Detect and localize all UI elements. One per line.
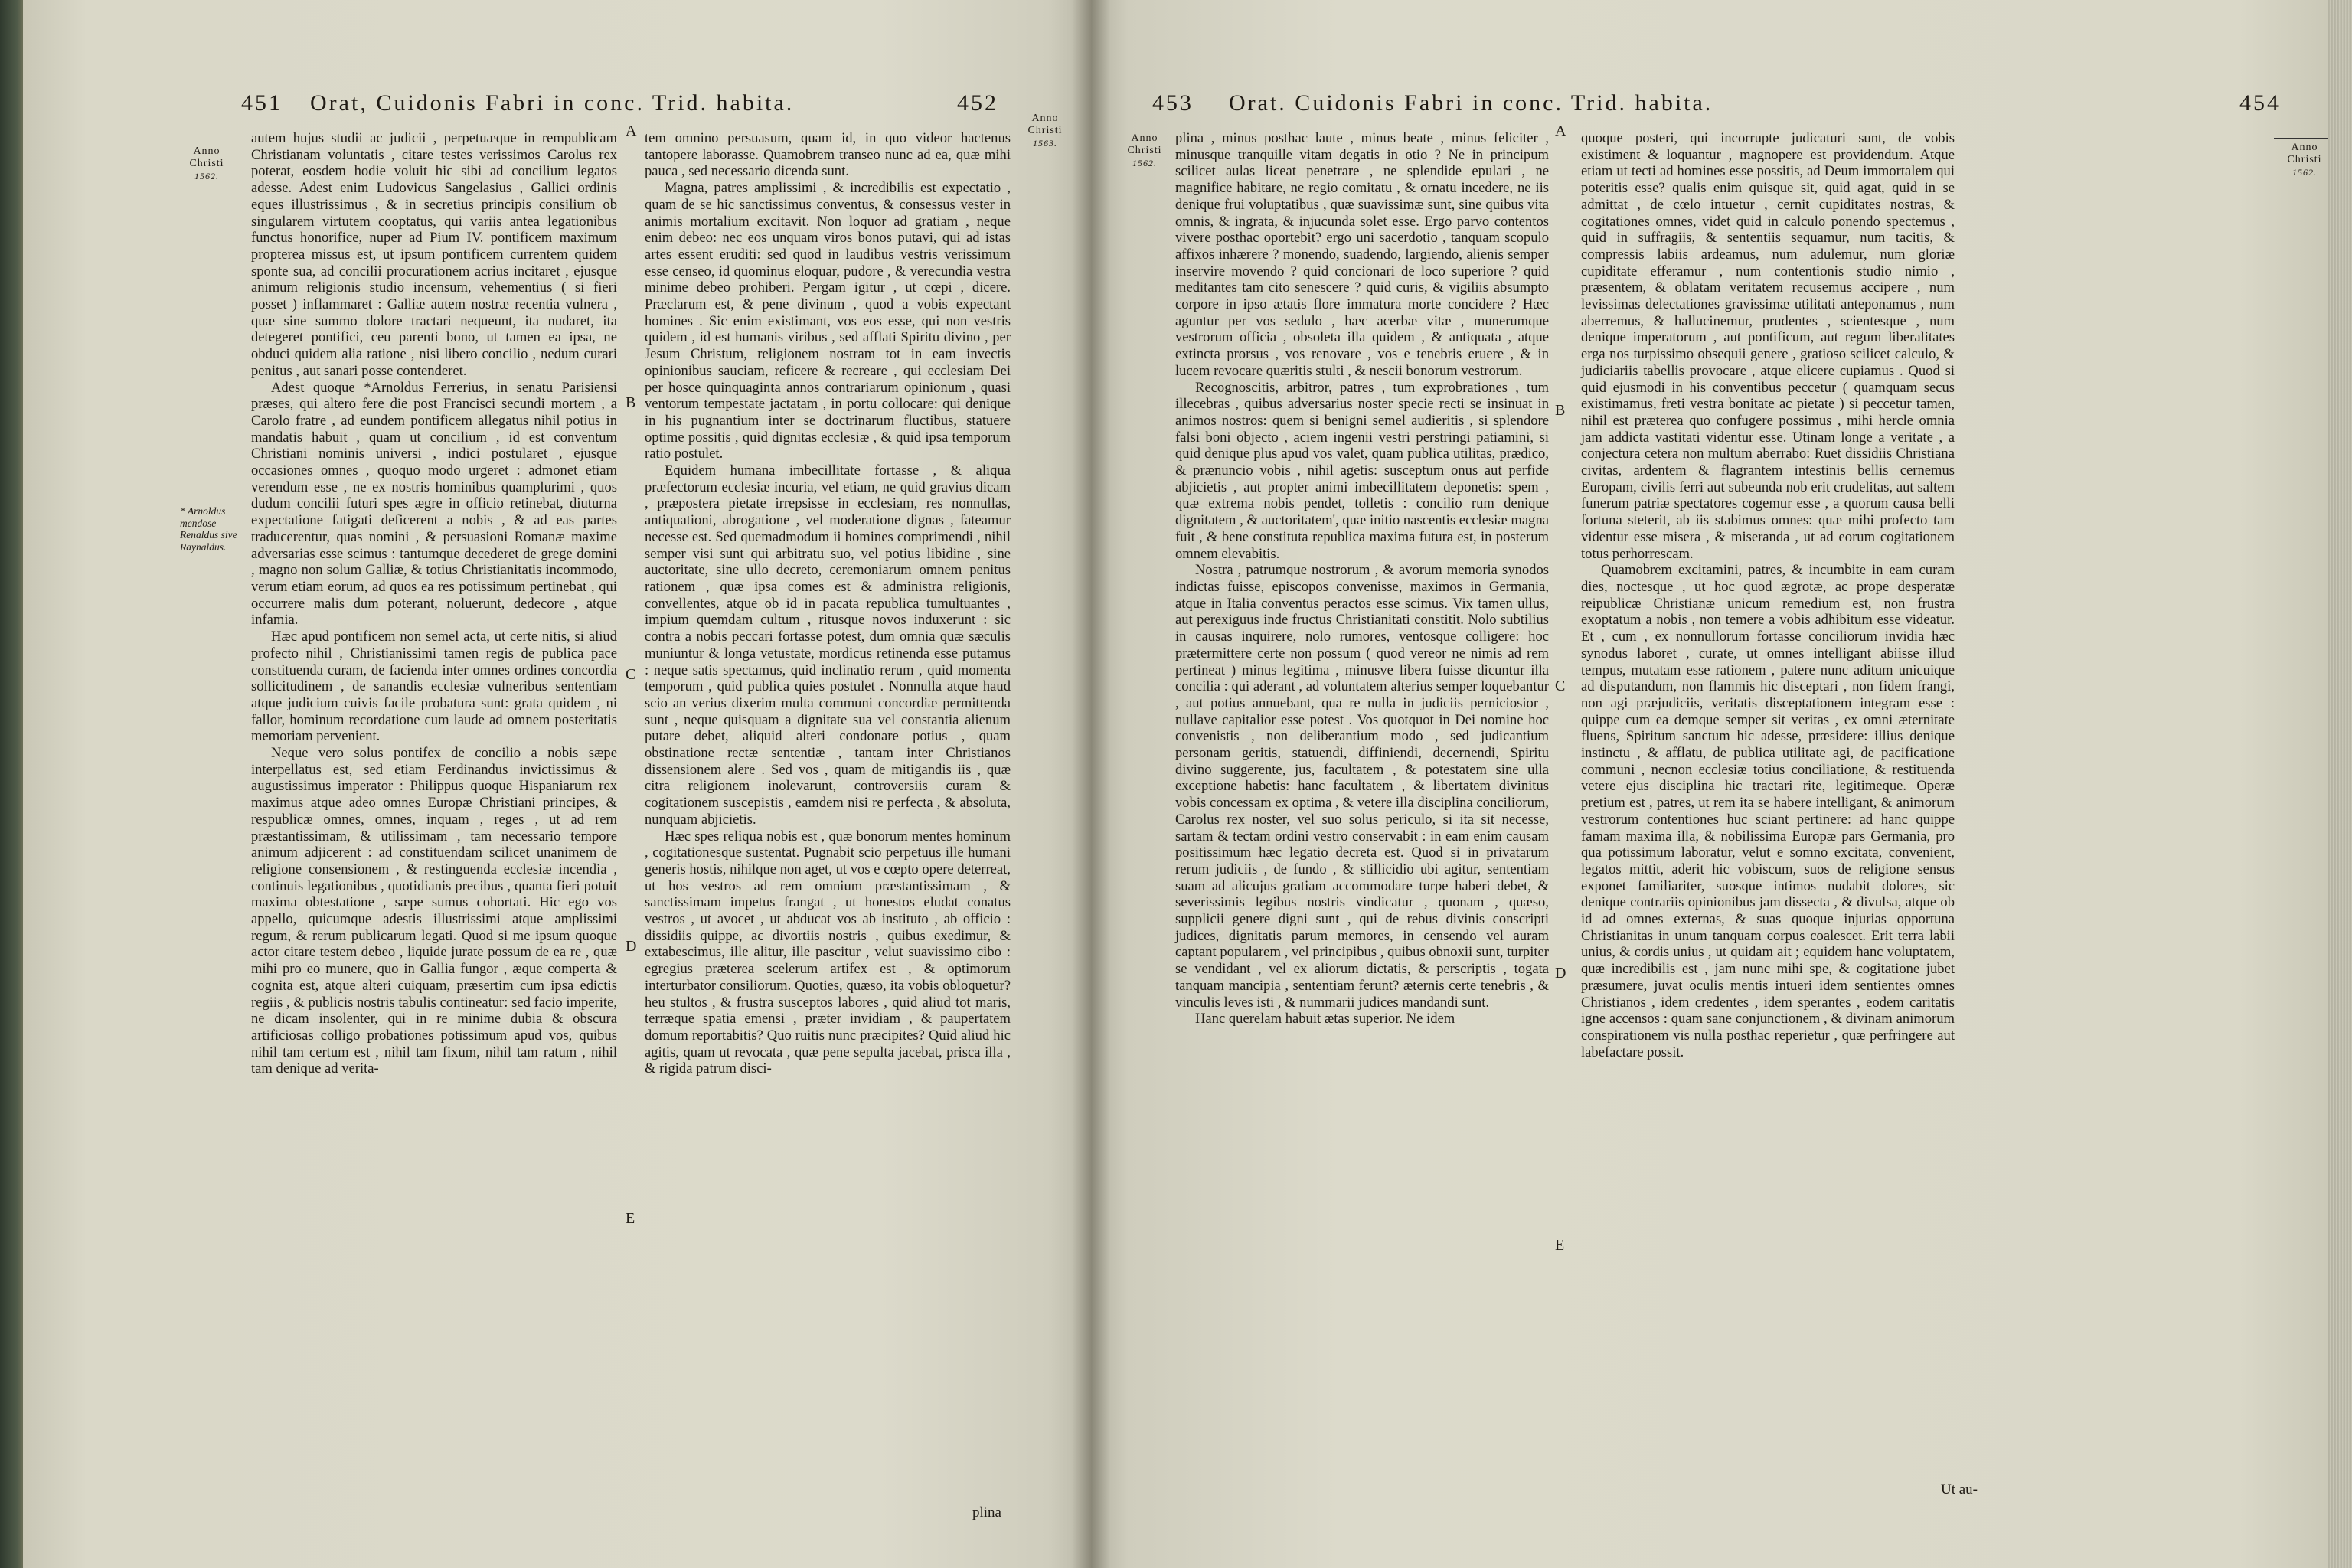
paragraph: Hæc spes reliqua nobis est , quæ bonorum mentes hominum , cogitationesque sustentat. Pugnabit scio perpetuus ille humani generis hostis, nihilque non aget, ut vos e cœpto opere deterreat, ut hos vestros ad rem omnium præstantissimam , & sanctissimam impetus frangat , ut honestos eludat conatus vestros , ut avocet , ut abducat vos ab instituto , ab officio : dissidiis quippe, ac divortiis nostris , quibus exedimur, & extabescimus, ille alitur, ille pascitur , velut suavissimo cibo : egregius præterea scelerum artifex est , & optimorum interturbator consiliorum. Quoties, quæso, ita vobis obloquetur? heu stultos , & frustra susceptos labores , quid aliud tot maris, terræque spatia emensi , præter invidiam , & paupertatem domum reportabitis? Quo ruitis nunc præcipites? Quid aliud hic agitis, quam ut revocata , quæ pene sepulta jacebat, prisca illa , & rigida patrum disci- bbox=[645, 828, 1011, 1077]
margin-letter: A bbox=[1555, 122, 1566, 139]
page-edges bbox=[2328, 0, 2352, 1568]
paragraph: autem hujus studii ac judicii , perpetuæque in rempublicam Christianam voluntatis , citare testes verissimos Carolus rex poterat, eosdem hodie voluit hic sibi ad concilium legatos adesse. Adest enim Ludovicus Sangelasius , Gallici ordinis eques illustrissimus , & in secretius principis consilium ob singularem virtutem cooptatus, qui variis antea legationibus functus honorifice, nuper ad Pium IV. pontificem maximum propterea missus est, ut ipsum pontificem currentem quidem sponte sua, ad concilii procurationem acrius incitaret , ejusque animum religionis studio incensum, vehementius ( si fieri posset ) inflammaret : Galliæ autem nostræ recentia vulnera , quæ sine summo dolore tractari nequeunt, ita nudaret, ita detegeret pontifici, ceu parenti bono, ut tamen ea ipsa, ne obduci quidem alia ratione , nisi libero concilio , nedum curari penitus , aut sanari posse contenderet. bbox=[251, 130, 617, 379]
anno-christi-note bbox=[1114, 129, 1175, 169]
text-column-left bbox=[251, 130, 617, 1077]
year-label: 1562. bbox=[194, 171, 219, 181]
margin-letter: E bbox=[626, 1210, 635, 1227]
paragraph: Hæc apud pontificem non semel acta, ut certe nitis, si aliud profecto nihil , Christianissimi tamen regis de publica pace constituenda curam, de facienda inter omnes ordines concordia sollicitudinem , de sanandis ecclesiæ vulneribus sententiam atque judicium cuivis facile probatura sunt: grata quidem , ni fallor, hominum recordatione cum laude ad omnem posteritatis memoriam pervenient. bbox=[251, 629, 617, 745]
right-page bbox=[1091, 0, 2337, 1568]
left-page bbox=[23, 0, 1091, 1568]
paragraph: Recognoscitis, arbitror, patres , tum exprobrationes , tum illecebras , quibus adversarius noster specie recti se insinuat in animos nostros: quem si benigni semel audieritis , si splendore falsi boni objecto , aciem ingenii vestri perstringi patiamini, si quid denique plus apud vos valet, quam publica utilitas, prædico, & prænuncio vobis , nihil agetis: susceptum onus aut perfide abjicietis , aut propter animi imbecillitatem deponetis: spem , quæ extrema nobis pendet, tolletis : concilio rum denique dignitatem , & auctoritatem', quæ initio nascentis ecclesiæ magna fuit , & bene constituta republica maxima futura est, in posterum omnem elevabitis. bbox=[1175, 379, 1549, 562]
margin-letter: D bbox=[1555, 965, 1566, 982]
year-label: 1562. bbox=[1132, 158, 1157, 168]
page-number: 454 bbox=[2239, 90, 2281, 116]
christi-label: Christi bbox=[189, 158, 224, 169]
page-number: 452 bbox=[957, 90, 998, 116]
margin-letter: A bbox=[626, 122, 637, 139]
book-gutter bbox=[1072, 0, 1110, 1568]
paragraph: Neque vero solus pontifex de concilio a nobis sæpe interpellatus est, sed etiam Ferdinandus invictissimus & augustissimus imperator : Philippus quoque Hispaniarum rex maximus atque adeo omnes Europæ Christiani principes, & respublicæ omnes, omnes, inquam , reges , ut ad rem præstantissimam, & utilissimam , tam necessario tempore animum adjicerent : ad constituendam scilicet unanimem de religione consensionem , & restinguenda ecclesiæ incendia , continuis legationibus , quotidianis precibus , quanta fieri potuit maxima obtestatione , sæpe sumus cohortati. Hic ego vos appello, quicumque adestis illustrissimi atque amplissimi regum, & rerum publicarum legati. Quod si me ipsum quoque actor citare testem debeo , liquide jurate possum de ea re , quæ mihi pro eo munere, quo in Gallia fungor , æque comperta & cognita est, atque alteri cuiquam, præsertim cum ipsa edictis regiis , & publicis nostris tabulis contineatur: sed facio imperite, ne dicam insolenter, qui in re minime dubia & obscura artificiosas colligo probationes potissimum apud vos, quibus nihil tam certum est , nihil tam fixum, nihil tam ratum , nihil tam denique ad verita- bbox=[251, 745, 617, 1077]
paragraph: Nostra , patrumque nostrorum , & avorum memoria synodos indictas fuisse, episcopos convenisse, maximos in Germania, atque in Italia conventus peractos esse scimus. Vix tamen ullus, aut perexiguus inde fructus Christianitati constitit. Nolo subtilius in causas inquirere, nolo rumores, ventosque colligere: hoc prætermittere certe non possum ( quod vereor ne nimis ad rem pertineat ) minus legitima , minusve libera fuisse dicuntur illa concilia : qui aderant , ad voluntatem alterius semper loquebantur , aut potius annuebant, qua re nulla in judiciis perniciosior , nullave capitalior esse potest . Vos quotquot in Dei nomine hoc convenistis , non deliberantium modo , sed judicantium personam geritis, statuendi, diffiniendi, decernendi, Spiritu divino suggerente, jus, facultatem , & potestatem sine ulla exceptione habetis: hanc facultatem , & libertatem divinitus vobis concessam ex optima , & vetere illa disciplina conciliorum, Carolus rex noster, vel suo solus periculo, si ita sit necesse, sartam & tectam ordini vestro conservabit : in eam enim causam positissimum hæc legatio decreta est. Quod si in privatarum rerum judiciis , de fundo , & stillicidio ubi agitur, sententiam suam ad alicujus gratiam accommodare turpe haberi debet, & severissimis legibus nostris vindicatur , quonam , quæso, supplicii genere digni sunt , qui de rebus divinis conscripti judices, dignitatis parum memores, in censendo vel auram captant popularem , vel principibus , quibus obnoxii sunt, turpiter se vendidant , vel ex aliorum dictatis, & perscriptis , togata tanquam mancipia , sententiam ferunt? æternis certe tenebris , & vinculis leves isti , & nummarii judices mandandi sunt. bbox=[1175, 562, 1549, 1011]
marginal-note: * Arnoldus mendose Renaldus sive Raynaldus. bbox=[180, 505, 237, 553]
divider bbox=[2274, 138, 2335, 139]
paragraph: tem omnino persuasum, quam id, in quo videor hactenus tantopere laborasse. Quamobrem transeo nunc ad ea, quæ mihi pauca , sed necessario dicenda sunt. bbox=[645, 130, 1011, 180]
anno-label: Anno bbox=[1031, 113, 1059, 124]
running-title: Orat. Cuidonis Fabri in conc. Trid. habita. bbox=[1229, 90, 1713, 116]
margin-letter: D bbox=[626, 938, 637, 955]
right-page-header bbox=[1152, 90, 2281, 129]
running-title: Orat, Cuidonis Fabri in conc. Trid. habita. bbox=[310, 90, 795, 116]
text-column-right bbox=[1581, 130, 1955, 1060]
christi-label: Christi bbox=[1027, 125, 1063, 136]
margin-letter: C bbox=[626, 666, 636, 683]
margin-letter: C bbox=[1555, 678, 1566, 694]
text-column-right bbox=[645, 130, 1011, 1077]
paragraph: Quamobrem excitamini, patres, & incumbite in eam curam dies, noctesque , ut hoc quod ægrotæ, ac prope desperatæ reipublicæ Christianæ unicum remedium est, non frustra exoptatum a nobis , non temere a vobis adhibitum esse videatur. Et , cum , ex nonnullorum fortasse conciliorum invidia hæc synodus laboret , curate, ut omnes intelligant abiisse illud tempus, mutatam esse rationem , patere nunc aditum unicuique ad disputandum, non flammis hic disceptari , non fidem frangi, non agi præjudiciis, veritatis disceptationem integram esse : quippe cum ea demque semper sit veritas , ex omni æternitate fluens, Spiritum sanctum hic adesse, præsidere: illius denique instinctu , & afflatu, de publica utilitate agi, de pacificatione communi , necnon ecclesiæ totius conciliatione, & restituenda vetere ejus disciplina hic tractari rite, legitimeque. Operæ pretium est , patres, ut rem ita se habere intelligant, & animorum vestrorum contentiones huc sciant pertinere: ad hanc quippe famam maxima illa, & nobilissima Europæ pars Germania, pro qua potissimum laboratur, velut e somno excitata, convenient, legatos mittit, aderit hic vobiscum, suos de religione sensus exponet familiariter, suosque intimos nudabit dolores, sic denique contrariis opinionibus jam dissecta , & divulsa, atque ob id ad omnes externas, & suas quoque injurias opportuna Christianitas in unum tanquam corpus coalescet. Erit terra labii unius, & cordis unius , ut quidam ait ; equidem hanc voluptatem, quæ incredibilis est , jam nunc mihi spe, & cogitatione jubet præsumere, juvat oculis mentis intueri idem sentientes omnes Christianos , idem credentes , idem sperantes , eodem caritatis igne accensos : quam sane conjunctionem , & divinam animorum conspirationem vis nulla posthac reperietur , quæ perfringere aut labefactare possit. bbox=[1581, 562, 1955, 1060]
year-label: 1562. bbox=[2292, 167, 2317, 178]
anno-christi-note bbox=[172, 142, 241, 182]
margin-letter: B bbox=[1555, 402, 1566, 419]
paragraph: Adest quoque *Arnoldus Ferrerius, in senatu Parisiensi præses, qui altero fere die post Francisci secundi mortem , a Carolo fratre , ad eundem pontificem allegatus nihil potius in mandatis habuit , quam ut concilium , id est conventum Christiani nominis universi , indici postularet , ejusque occasiones omnes , quoquo modo urgeret : admonet etiam verendum esse , ne ex nostris hominibus quamplurimi , quos dudum concilii futuri spes ægre in officio retinebat, diuturna expectatione fatigati deficerent a nobis , & ad eas partes traducerentur, quas nomini , & persuasioni Romanæ maxime adversarias esse scimus : tantumque decederet de grege domini , magno non solum Galliæ, & totius Christianitatis incommodo, verum etiam eorum, ad quos ea res potissimum pertinebat , qui occurrere malis dum poterant, noluerunt, dedecore , atque infamia. bbox=[251, 379, 617, 629]
christi-label: Christi bbox=[2287, 154, 2322, 165]
page-number: 453 bbox=[1152, 90, 1194, 116]
anno-christi-note bbox=[2274, 138, 2335, 178]
anno-label: Anno bbox=[193, 145, 220, 157]
paragraph: quoque posteri, qui incorrupte judicaturi sunt, de vobis existiment & loquantur , magnopere est providendum. Atque etiam ut tecti ad homines esse possitis, ad Deum immortalem qui poteritis esse? qualis enim quisque sit, quid agat, quid in se admittat , de cœlo intuetur , cernit cupiditates nostras, & cogitationes omnes, videt quid in calculo ponendo spectemus , quid in suffragiis, & sententiis sequamur, num tacitis, & compressis labiis ardeamus, num adulemur, num gloriæ cupiditate efferamur , num contentionis studio nimio , præsentem, & oblatam veritatem recusemus accipere , num levissimas delectationes gravissimæ utilitati anteponamus , num aberremus, & hallucinemur, prudentes , scientesque , num denique imperatorum , aut pontificum, aut regum liberalitates erga nos turpissimo obsequii genere , gratioso scilicet calculo, & judiciariis tabellis provocare , atque elicere cupiamus . Quod si quid ejusmodi in his conventibus peccetur ( quamquam secus existimamus, freti vestra bonitate ac pietate ) si peccetur tamen, nihil est præterea quo confugere possimus , mihi hercle omnia jam addicta vastitati videntur esse. Utinam longe a veritate , a conjectura cetera non multum aberrabo: Ruet dissidiis Christiana civitas, ardentem & flagrantem intestinis bellis cernemus Europam, civilis ferri aut subeunda nob erit crudelitas, aut saltem funerum patriæ spectatores cogemur esse , a quorum causa belli fortuna steterit, ab iis stabimus omnes: quæ mihi profecto tam videntur esse misera , & miseranda , ut ad eorum cogitationem totus perhorrescam. bbox=[1581, 130, 1955, 562]
paragraph: Equidem humana imbecillitate fortasse , & aliqua præfectorum ecclesiæ incuria, vel etiam, ne quid gravius dicam , præpostera pietate irrepsisse in ecclesiam, res nonnullas, antiquationi, abrogatione , vel moderatione dignas , fateamur necesse est. Sed quemadmodum ii homines comprimendi , nihil semper visi sunt qui arbitratu suo, vel potius libidine , sine auctoritate, sine ullo decreto, ceremoniarum omnem penitus rationem , quæ ipsa comes est & administra religionis, convellentes, atque ob id in pacata republica tumultuantes , impium quemdam cultum , ritusque novos induxerunt : sic contra a nobis peccari fortasse potest, dum omnia quæ sæculis muniuntur & longa vetustate, mordicus retinenda esse putamus : neque satis spectamus, quid inclinatio rerum , quid momenta temporum , quid publica quies postulet . Nonnulla atque haud scio an verius dixerim multa communi concordiæ permittenda sunt , neque quisquam a dignitate sua vel constantia alienum putare debet, aliquid alteri condonare potius , quam obstinatione rectæ sententiæ , tantam inter Christianos dissensionem alere . Sed vos , quam de mitigandis iis , quæ citra religionem inolevarunt, controversiis curam & cogitationem suscepistis , eamdem nisi re perfecta , & absoluta, nunquam abjicietis. bbox=[645, 462, 1011, 828]
paragraph: Hanc querelam habuit ætas superior. Ne idem bbox=[1195, 1011, 1455, 1027]
paragraph: plina , minus posthac laute , minus beate , minus feliciter , minusque tranquille vitam degatis in otio ? Ne in principum scilicet aulas liceat penetrare , ne splendide epulari , ne magnifice habitare, ne regio comitatu , & ornatu incedere, ne iis denique frui voluptatibus , quæ suavissimæ sunt, sine quibus vita omnis, & ingrata, & injucunda solet esse. Ergo parvo contentos vivere posthac oportebit? ergo uni sacerdotio , tanquam scopulo affixos inhærere ? monendo, suadendo, largiendo, alienis semper inservire movendo ? quid concionari de loco superiore ? quid meditantes tam cito senescere ? quid curis, & vigiliis absumpto corpore in ipso ætatis flore immatura morte concidere ? Hæc aguntur per vos sedulo , hæc acerbæ vitæ , munerumque vestrorum officia , obsoleta illa quidem , & antiquata , atque extincta prorsus , vos renovare , vos e tenebris eruere , & in lucem revocare quæritis stulti , & nescii bonorum vestrorum. bbox=[1175, 130, 1549, 379]
christi-label: Christi bbox=[1127, 145, 1162, 156]
year-label: 1563. bbox=[1033, 138, 1057, 149]
text-column-left bbox=[1175, 130, 1549, 1027]
margin-letter: B bbox=[626, 394, 636, 411]
anno-label: Anno bbox=[1131, 132, 1158, 144]
margin-letter: E bbox=[1555, 1236, 1565, 1253]
catchword: plina bbox=[972, 1504, 1001, 1521]
left-page-header bbox=[241, 90, 998, 129]
paragraph: Magna, patres amplissimi , & incredibilis est expectatio , quam de se hic sanctissimus conventus, & consessus vester in animis mortalium excitavit. Non loquor ad gratiam , neque enim debeo: nec eos unquam viros bonos putavi, qui ad istas artes essent eruditi: sed quod in laudibus vestris verissimum esse censeo, id quominus eloquar, pudore , & verecundia vestra minime debeo prohiberi. Pergam igitur , ut cœpi , dicere. Præclarum est, & pene divinum , quod a vobis expectant homines . Sic enim existimant, vos eos esse, qui non vestris quidem , id est humanis viribus , sed afflati Spiritu divino , per Jesum Christum, religionem nostram tot in eam invectis opinionibus sauciam, reficere & recreare , qui ecclesiam Dei per hosce quinquaginta annos contrariarum opinionum , quasi ventorum tempestate jactatam , in portu collocare: qui denique in his pugnantium inter se doctrinarum fluctibus, statuere optime possitis , quid dignitas ecclesiæ , & quid ipsa temporum ratio postulet. bbox=[645, 180, 1011, 462]
anno-label: Anno bbox=[2291, 142, 2318, 153]
page-number: 451 bbox=[241, 90, 283, 116]
catchword: Ut au- bbox=[1941, 1481, 1978, 1498]
